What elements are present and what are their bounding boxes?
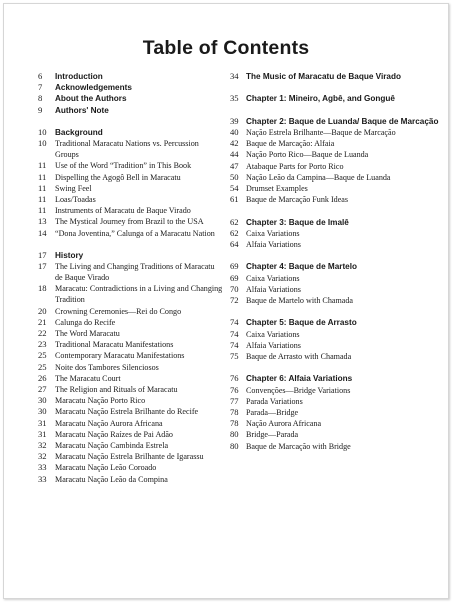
- page-number: 70: [230, 283, 239, 294]
- page-number: 30: [38, 406, 47, 417]
- page-number: 75: [230, 351, 239, 361]
- toc-subentry[interactable]: [230, 138, 446, 149]
- entry-title: The Religion and Rituals of Maracatu: [55, 385, 178, 394]
- page-number: 40: [230, 126, 239, 137]
- entry-title: Nação Porto Rico—Baque de Luanda: [246, 150, 369, 160]
- entry-title: Drumset Examples: [246, 184, 308, 193]
- heading-title: Chapter 3: Baque de Imalê: [246, 217, 349, 227]
- toc-heading-entry[interactable]: [38, 250, 224, 261]
- entry-title: Alfaia Variations: [246, 240, 301, 249]
- page-number: 10: [38, 127, 47, 137]
- entry-title: Maracatu Nação Raízes de Pai Adão: [55, 429, 173, 439]
- page-number: 80: [230, 440, 239, 451]
- toc-heading-entry[interactable]: [230, 217, 446, 228]
- toc-subentry[interactable]: [38, 395, 224, 406]
- page-number: 7: [38, 82, 43, 93]
- toc-subentry[interactable]: [230, 194, 446, 205]
- page-number: 32: [38, 440, 47, 451]
- page-number: 44: [230, 149, 239, 160]
- document-page: [3, 3, 449, 599]
- toc-subentry[interactable]: [230, 441, 446, 452]
- page-number: 78: [230, 407, 239, 417]
- heading-title: About the Authors: [55, 94, 127, 104]
- page-number: 50: [230, 171, 239, 182]
- toc-subentry[interactable]: [38, 160, 224, 171]
- toc-heading-entry[interactable]: [38, 71, 224, 82]
- entry-title: Calunga do Recife: [55, 317, 116, 327]
- entry-title: Convenções—Bridge Variations: [246, 385, 351, 395]
- heading-title: Chapter 1: Mineiro, Agbê, and Gonguê: [246, 94, 395, 104]
- page-number: 25: [38, 361, 47, 372]
- entry-title: Traditional Maracatu Nations vs. Percussion Groups: [55, 139, 199, 160]
- toc-heading-entry[interactable]: [230, 317, 446, 328]
- section-gap: [230, 362, 446, 373]
- heading-title: Introduction: [55, 72, 103, 81]
- page-number: 69: [230, 272, 239, 283]
- toc-heading-entry[interactable]: [230, 373, 446, 384]
- page-number: 35: [230, 93, 239, 104]
- toc-subentry[interactable]: [38, 429, 224, 440]
- toc-heading-entry[interactable]: [230, 116, 446, 127]
- entry-title: Noite dos Tambores Silenciosos: [55, 362, 159, 372]
- entry-title: Parada Variations: [246, 396, 303, 406]
- page-number: 11: [38, 182, 47, 193]
- toc-subentry[interactable]: [38, 205, 224, 216]
- toc-subentry[interactable]: [38, 328, 224, 339]
- toc-subentry[interactable]: [38, 339, 224, 350]
- section-gap: [38, 239, 224, 250]
- entry-title: Baque de Marcação: Alfaia: [246, 139, 335, 149]
- toc-subentry[interactable]: [38, 216, 224, 227]
- section-gap: [230, 105, 446, 116]
- entry-title: The Mystical Journey from Brazil to the USA: [55, 217, 204, 227]
- page-number: 62: [230, 227, 239, 238]
- page-number: 20: [38, 305, 47, 316]
- entry-title: Maracatu Nação Estrela Brilhante de Igarassu: [55, 452, 204, 462]
- heading-title: Background: [55, 128, 103, 137]
- toc-subentry[interactable]: [38, 172, 224, 183]
- page-number: 39: [230, 115, 239, 126]
- page-number: 69: [230, 261, 239, 272]
- toc-subentry[interactable]: [230, 295, 446, 306]
- entry-title: Baque de Martelo with Chamada: [246, 296, 353, 305]
- page-number: 33: [38, 473, 47, 484]
- toc-subentry[interactable]: [38, 418, 224, 429]
- entry-title: Caixa Variations: [246, 273, 300, 283]
- page-number: 78: [230, 418, 239, 429]
- section-gap: [38, 116, 224, 127]
- toc-subentry[interactable]: [38, 350, 224, 361]
- page-number: 11: [38, 171, 47, 182]
- toc-subentry[interactable]: [230, 239, 446, 250]
- toc-subentry[interactable]: [38, 474, 224, 485]
- toc-subentry[interactable]: [230, 329, 446, 340]
- toc-subentry[interactable]: [38, 261, 224, 283]
- entry-title: Maracatu Nação Estrela Brilhante do Recife: [55, 407, 199, 417]
- toc-subentry[interactable]: [38, 228, 224, 239]
- toc-heading-entry[interactable]: [38, 127, 224, 138]
- toc-subentry[interactable]: [38, 194, 224, 205]
- page-number: 61: [230, 194, 239, 205]
- page-number: 64: [230, 239, 239, 249]
- toc-subentry[interactable]: [230, 161, 446, 172]
- page-number: 11: [38, 194, 47, 204]
- heading-title: Chapter 6: Alfaia Variations: [246, 374, 353, 384]
- toc-subentry[interactable]: [38, 384, 224, 395]
- toc-subentry[interactable]: [38, 462, 224, 473]
- toc-subentry[interactable]: [230, 149, 446, 160]
- toc-subentry[interactable]: [230, 183, 446, 194]
- heading-title: Acknowledgements: [55, 83, 132, 93]
- entry-title: Maracatu Nação Cambinda Estrela: [55, 441, 169, 451]
- heading-title: Chapter 5: Baque de Arrasto: [246, 318, 357, 328]
- entry-title: Alfaia Variations: [246, 340, 301, 350]
- toc-heading-entry[interactable]: [230, 71, 446, 82]
- toc-subentry[interactable]: [38, 183, 224, 194]
- toc-heading-entry[interactable]: [38, 105, 224, 116]
- entry-title: “Dona Joventina,” Calunga of a Maracatu Nation: [55, 228, 215, 238]
- toc-heading-entry[interactable]: [38, 82, 224, 93]
- toc-subentry[interactable]: [38, 451, 224, 462]
- heading-title: The Music of Maracatu de Baque Virado: [246, 72, 401, 81]
- page-number: 17: [38, 250, 47, 260]
- entry-title: Maracatu Nação Aurora Africana: [55, 418, 163, 428]
- page-number: 23: [38, 339, 47, 350]
- entry-title: Maracatu Nação Leão da Compina: [55, 474, 168, 484]
- toc-left-column: [38, 71, 224, 485]
- toc-subentry[interactable]: [230, 418, 446, 429]
- toc-subentry[interactable]: [230, 429, 446, 440]
- entry-title: Atabaque Parts for Porto Rico: [246, 161, 344, 171]
- page-number: 74: [230, 317, 239, 328]
- toc-subentry[interactable]: [230, 407, 446, 418]
- entry-title: Baque de Marcação Funk Ideas: [246, 195, 349, 205]
- heading-title: Chapter 4: Baque de Martelo: [246, 262, 358, 272]
- entry-title: Use of the Word “Tradition” in This Book: [55, 161, 192, 171]
- entry-title: Caixa Variations: [246, 329, 300, 339]
- toc-subentry[interactable]: [230, 127, 446, 138]
- entry-title: Nação Estrela Brilhante—Baque de Marcação: [246, 127, 396, 137]
- entry-title: Swing Feel: [55, 183, 92, 193]
- entry-title: Nação Aurora Africana: [246, 419, 322, 429]
- toc-subentry[interactable]: [230, 228, 446, 239]
- toc-subentry[interactable]: [230, 351, 446, 362]
- page-number: 18: [38, 283, 47, 294]
- page-number: 10: [38, 138, 47, 149]
- entry-title: Maracatu: Contradictions in a Living and Changing Tradition: [55, 284, 223, 305]
- page-number: 42: [230, 138, 239, 149]
- toc-subentry[interactable]: [38, 138, 224, 160]
- entry-title: Crowning Ceremonies—Rei do Congo: [55, 306, 182, 316]
- section-gap: [230, 82, 446, 93]
- page-number: 47: [230, 160, 239, 171]
- entry-title: Alfaia Variations: [246, 284, 301, 294]
- page-number: 14: [38, 227, 47, 238]
- toc-subentry[interactable]: [230, 340, 446, 351]
- page-number: 25: [38, 350, 47, 361]
- page-number: 74: [230, 328, 239, 339]
- toc-subentry[interactable]: [38, 317, 224, 328]
- entry-title: Loas/Toadas: [55, 195, 96, 204]
- toc-subentry[interactable]: [38, 306, 224, 317]
- page-number: 9: [38, 104, 43, 115]
- entry-title: Traditional Maracatu Manifestations: [55, 340, 174, 350]
- page-number: 26: [38, 372, 47, 383]
- entry-title: Dispelling the Agogô Bell in Maracatu: [55, 172, 181, 182]
- toc-right-column: [230, 71, 446, 452]
- toc-subentry[interactable]: [38, 373, 224, 384]
- section-gap: [230, 250, 446, 261]
- page-number: 62: [230, 216, 239, 227]
- page-number: 6: [38, 71, 43, 81]
- toc-heading-entry[interactable]: [230, 93, 446, 104]
- page-number: 32: [38, 451, 47, 462]
- page-number: 76: [230, 373, 239, 384]
- toc-subentry[interactable]: [38, 362, 224, 373]
- page-number: 74: [230, 339, 239, 350]
- entry-title: Maracatu Nação Porto Rico: [55, 396, 146, 406]
- page-number: 54: [230, 183, 239, 193]
- page-number: 34: [230, 71, 239, 81]
- toc-subentry[interactable]: [230, 284, 446, 295]
- page-number: 11: [38, 160, 47, 171]
- page-number: 72: [230, 295, 239, 305]
- page-number: 13: [38, 216, 47, 227]
- entry-title: Baque de Arrasto with Chamada: [246, 352, 352, 361]
- entry-title: The Word Maracatu: [55, 328, 120, 338]
- entry-title: The Living and Changing Traditions of Maracatu de Baque Virado: [55, 262, 215, 283]
- toc-subentry[interactable]: [38, 406, 224, 417]
- entry-title: Parada—Bridge: [246, 408, 299, 417]
- page-number: 31: [38, 417, 47, 428]
- page-number: 11: [38, 205, 47, 216]
- toc-subentry[interactable]: [38, 440, 224, 451]
- page-number: 80: [230, 429, 239, 440]
- entry-title: Instruments of Maracatu de Baque Virado: [55, 206, 191, 216]
- page-number: 21: [38, 316, 47, 327]
- toc-subentry[interactable]: [230, 273, 446, 284]
- entry-title: Bridge—Parada: [246, 430, 299, 440]
- section-gap: [230, 205, 446, 216]
- toc-heading-entry[interactable]: [230, 261, 446, 272]
- entry-title: Contemporary Maracatu Manifestations: [55, 351, 185, 361]
- page-number: 22: [38, 327, 47, 338]
- toc-subentry[interactable]: [230, 385, 446, 396]
- entry-title: Nação Leão da Campina—Baque de Luanda: [246, 172, 391, 182]
- toc-heading-entry[interactable]: [38, 93, 224, 104]
- entry-title: The Maracatu Court: [55, 373, 121, 383]
- page-title: Table of Contents: [142, 37, 310, 59]
- section-gap: [230, 306, 446, 317]
- page-number: 76: [230, 384, 239, 395]
- heading-title: History: [55, 251, 84, 260]
- page-number: 31: [38, 428, 47, 439]
- page-number: 8: [38, 93, 43, 104]
- entry-title: Caixa Variations: [246, 228, 300, 238]
- toc-subentry[interactable]: [230, 396, 446, 407]
- toc-subentry[interactable]: [38, 283, 224, 305]
- toc-subentry[interactable]: [230, 172, 446, 183]
- page-number: 27: [38, 384, 47, 394]
- page-number: 77: [230, 395, 239, 406]
- page-number: 17: [38, 261, 47, 272]
- heading-title: Authors' Note: [55, 105, 109, 115]
- heading-title: Chapter 2: Baque de Luanda/ Baque de Marcação: [246, 116, 439, 126]
- entry-title: Baque de Marcação with Bridge: [246, 441, 351, 451]
- entry-title: Maracatu Nação Leão Coroado: [55, 463, 157, 473]
- page-number: 33: [38, 462, 47, 473]
- page-number: 30: [38, 395, 47, 406]
